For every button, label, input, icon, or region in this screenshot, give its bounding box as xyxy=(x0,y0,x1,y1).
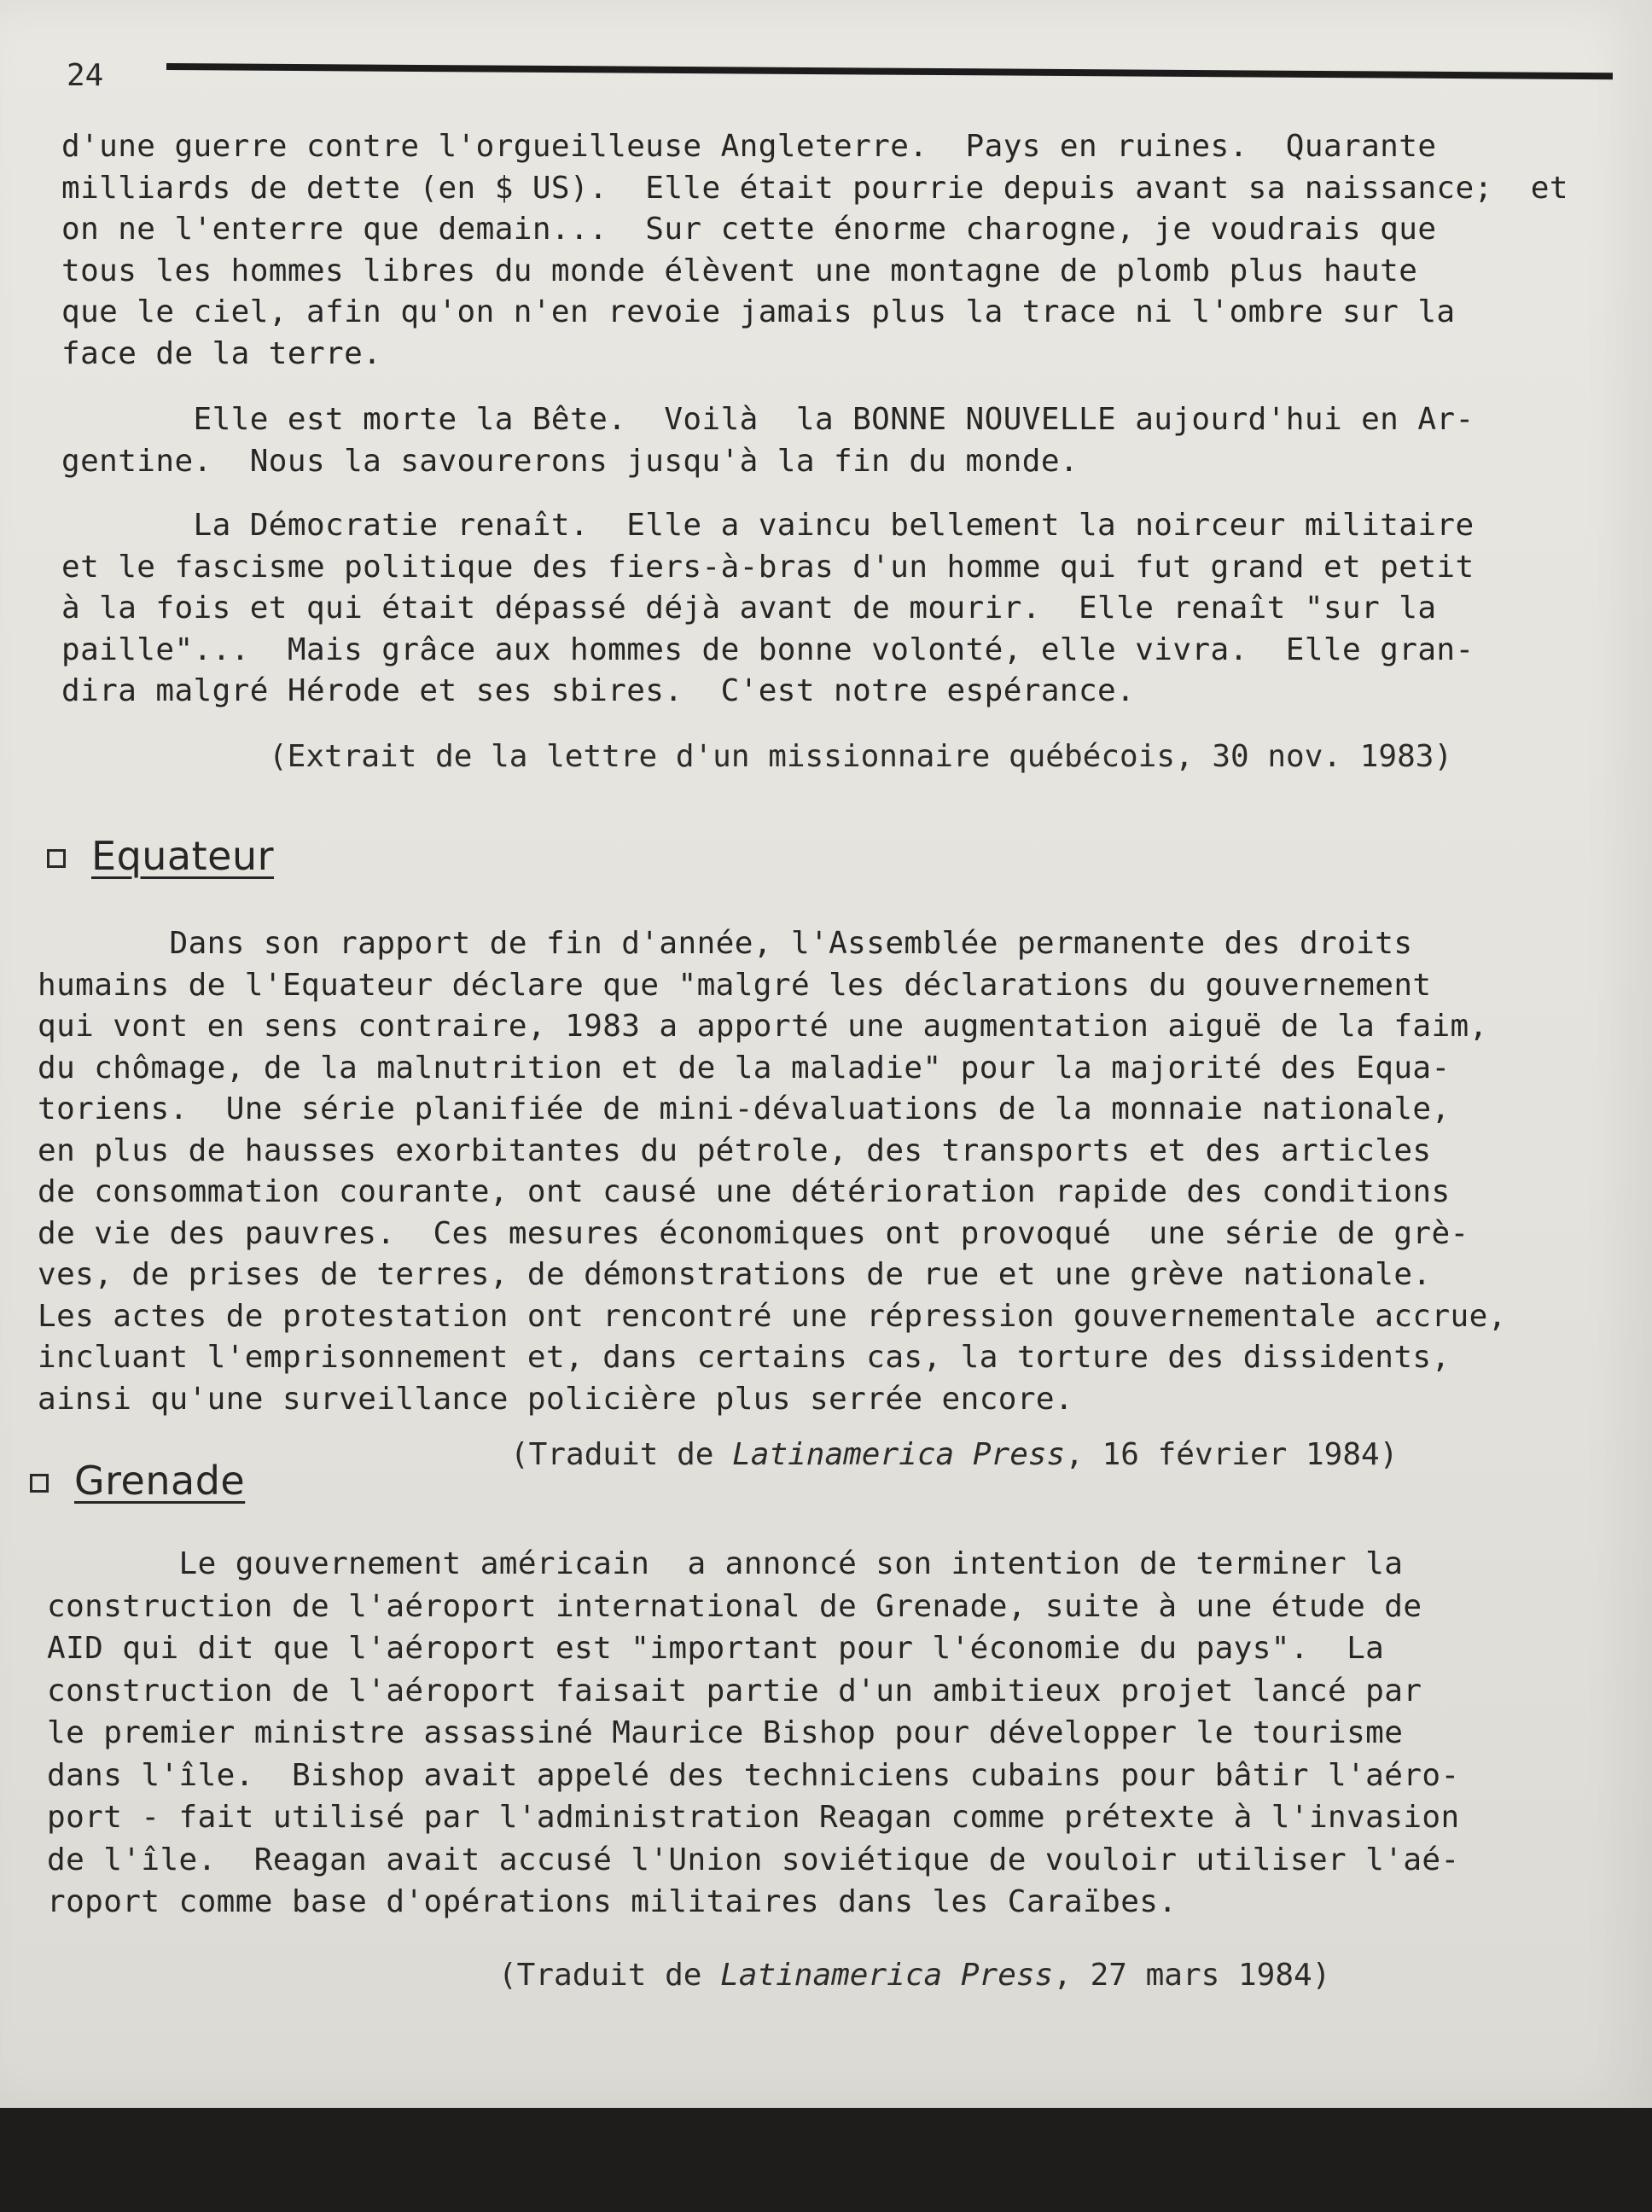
checkbox-icon xyxy=(47,849,66,868)
source-prefix: (Traduit de xyxy=(510,1437,733,1472)
header-rule xyxy=(166,63,1613,79)
source-date: , 27 mars 1984) xyxy=(1053,1958,1331,1993)
section-title: Grenade xyxy=(74,1458,246,1504)
text-line: Elle est morte la Bête. Voilà la BONNE NOUVELLE aujourd'hui en Ar- xyxy=(61,402,1475,437)
text-line: roport comme base d'opérations militaires dans les Caraïbes. xyxy=(47,1884,1178,1919)
text-line: dans l'île. Bishop avait appelé des techniciens cubains pour bâtir l'aéro- xyxy=(47,1757,1460,1793)
text-line: gentine. Nous la savourerons jusqu'à la fin du monde. xyxy=(61,443,1079,479)
text-line: La Démocratie renaît. Elle a vaincu bellement la noirceur militaire xyxy=(61,508,1475,543)
text-line: Les actes de protestation ont rencontré une répression gouvernementale accrue, xyxy=(38,1298,1507,1334)
text-line: le premier ministre assassiné Maurice Bishop pour développer le tourisme xyxy=(47,1715,1404,1750)
checkbox-icon xyxy=(30,1474,49,1493)
text-line: tous les hommes libres du monde élèvent une montagne de plomb plus haute xyxy=(61,253,1418,288)
section-title: Equateur xyxy=(91,833,275,879)
intro-paragraph xyxy=(61,126,1589,375)
text-line: Le gouvernement américain a annoncé son intention de terminer la xyxy=(47,1546,1404,1581)
text-line: à la fois et qui était dépassé déjà avant de mourir. Elle renaît "sur la xyxy=(61,591,1437,626)
intro-source: (Extrait de la lettre d'un missionnaire québécois, 30 nov. 1983) xyxy=(269,739,1453,774)
text-line: du chômage, de la malnutrition et de la maladie" pour la majorité des Equa- xyxy=(38,1050,1451,1086)
text-line: ainsi qu'une surveillance policière plus serrée encore. xyxy=(38,1381,1074,1417)
text-line: AID qui dit que l'aéroport est "important pour l'économie du pays". La xyxy=(47,1631,1385,1666)
text-line: que le ciel, afin qu'on n'en revoie jamais plus la trace ni l'ombre sur la xyxy=(61,294,1456,329)
text-line: d'une guerre contre l'orgueilleuse Angleterre. Pays en ruines. Quarante xyxy=(61,129,1437,164)
text-line: construction de l'aéroport international de Grenade, suite à une étude de xyxy=(47,1588,1422,1624)
text-line: dira malgré Hérode et ses sbires. C'est notre espérance. xyxy=(61,673,1136,708)
source-prefix: (Traduit de xyxy=(498,1958,721,1993)
equateur-source xyxy=(510,1437,1398,1472)
text-line: milliards de dette (en $ US). Elle était pourrie depuis avant sa naissance; et xyxy=(61,170,1568,206)
text-line: et le fascisme politique des fiers-à-bras d'un homme qui fut grand et petit xyxy=(61,549,1475,585)
text-line: en plus de hausses exorbitantes du pétrole, des transports et des articles xyxy=(38,1132,1432,1168)
text-line: incluant l'emprisonnement et, dans certains cas, la torture des dissidents, xyxy=(38,1340,1451,1375)
source-publication: Latinamerica Press xyxy=(732,1437,1066,1472)
text-line: port - fait utilisé par l'administration Reagan comme prétexte à l'invasion xyxy=(47,1800,1460,1835)
text-line: qui vont en sens contraire, 1983 a apporté une augmentation aiguë de la faim, xyxy=(38,1009,1488,1044)
text-line: face de la terre. xyxy=(61,335,382,371)
text-line: Dans son rapport de fin d'année, l'Assemblée permanente des droits xyxy=(38,926,1413,961)
text-line: construction de l'aéroport faisait partie d'un ambitieux projet lancé par xyxy=(47,1673,1422,1708)
text-line: de l'île. Reagan avait accusé l'Union soviétique de vouloir utiliser l'aé- xyxy=(47,1842,1460,1877)
section-heading-equateur xyxy=(47,833,274,879)
text-line: toriens. Une série planifiée de mini-dévaluations de la monnaie nationale, xyxy=(38,1091,1451,1126)
text-line: on ne l'enterre que demain... Sur cette énorme charogne, je voudrais que xyxy=(61,212,1437,247)
text-line: paille"... Mais grâce aux hommes de bonne volonté, elle vivra. Elle gran- xyxy=(61,632,1475,667)
text-line: ves, de prises de terres, de démonstrations de rue et une grève nationale. xyxy=(38,1257,1432,1292)
text-line: de consommation courante, ont causé une détérioration rapide des conditions xyxy=(38,1174,1451,1209)
grenade-source xyxy=(498,1958,1330,1993)
equateur-paragraph xyxy=(38,923,1565,1420)
text-line: humains de l'Equateur déclare que "malgré les déclarations du gouvernement xyxy=(38,967,1432,1003)
background-floor xyxy=(0,2108,1652,2212)
text-line: de vie des pauvres. Ces mesures économiques ont provoqué une série de grè- xyxy=(38,1215,1469,1251)
source-date: , 16 février 1984) xyxy=(1065,1437,1399,1472)
page-number: 24 xyxy=(67,58,104,93)
source-publication: Latinamerica Press xyxy=(720,1958,1054,1993)
section-heading-grenade xyxy=(30,1458,245,1504)
democratie-paragraph xyxy=(61,505,1589,713)
bonne-nouvelle-paragraph xyxy=(61,399,1589,482)
grenade-paragraph xyxy=(47,1543,1574,1924)
